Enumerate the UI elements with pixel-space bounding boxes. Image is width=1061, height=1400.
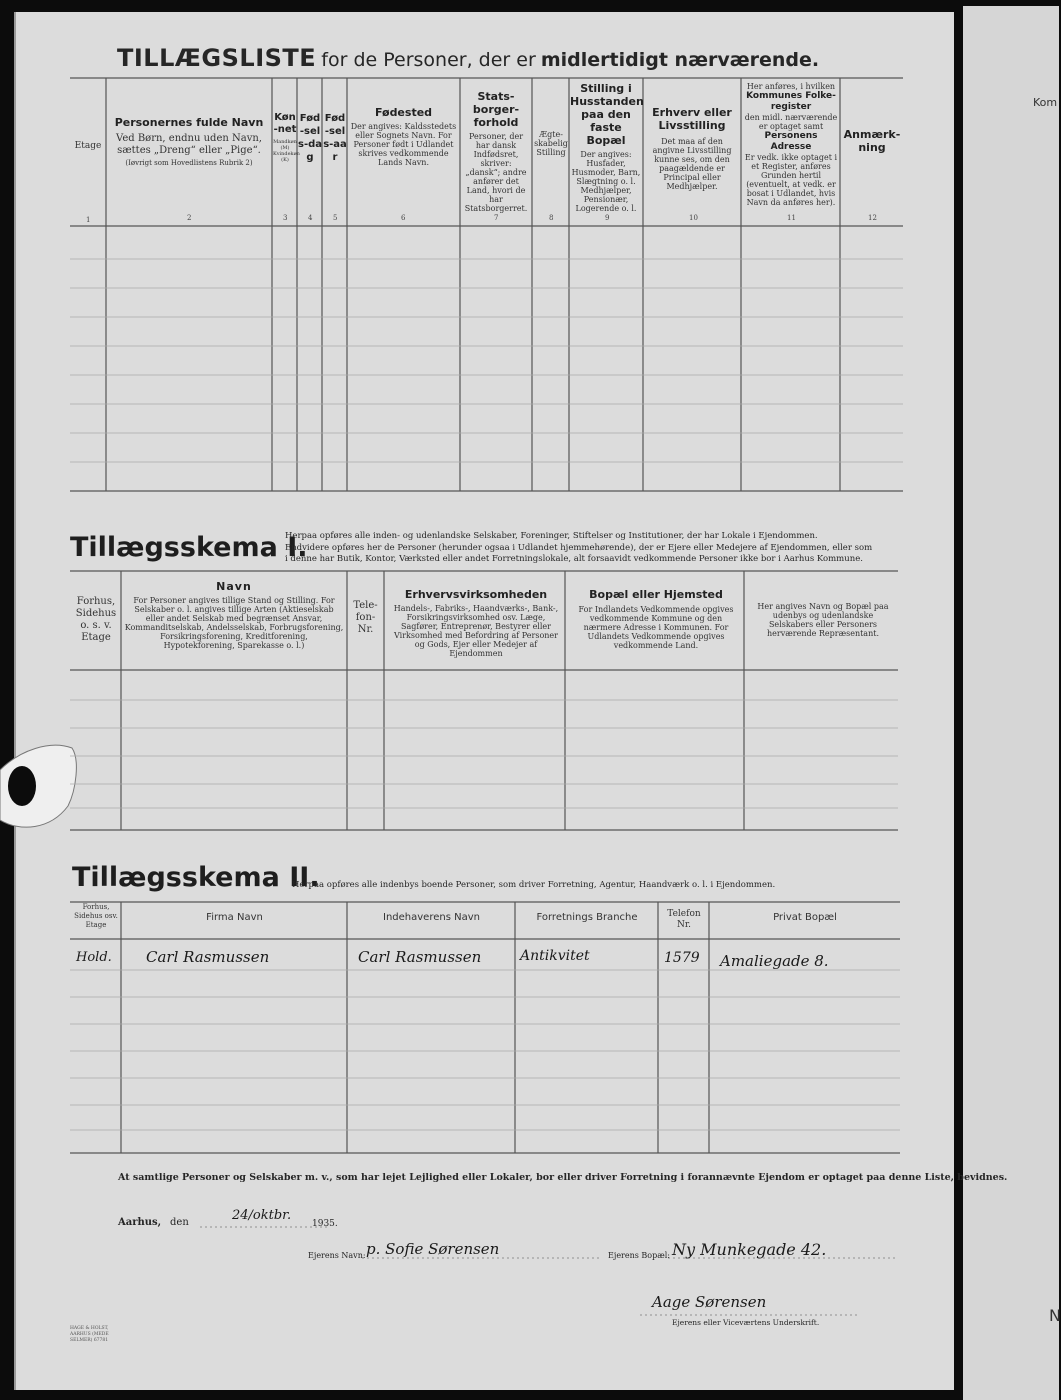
footer-den: den	[170, 1217, 189, 1228]
col-num-5: 5	[333, 214, 338, 222]
col-num-2: 2	[187, 214, 192, 222]
s2-row1-telefon: 1579	[664, 950, 700, 966]
s1-col-erhverv-text: Handels-, Fabriks-, Haandværks-, Bank-, Forsikringsvirksomhed osv. Læge, Sagfører, Entreprenør, Bestyrer eller Virksomhed med Befordring af Personer og Gods, Ejer eller Medejer af Ejendommen	[393, 604, 559, 658]
col-erhverv	[645, 106, 739, 191]
owner-name-label: Ejerens Navn:	[308, 1251, 366, 1260]
s2-row1-bopael: Amaliegade 8.	[720, 952, 829, 970]
s2-col-branche: Forretnings Branche	[536, 912, 638, 923]
s1-col-erhverv-head: Erhvervsvirksomheden	[404, 588, 548, 601]
col-stilling	[570, 82, 642, 213]
col-num-3: 3	[283, 214, 288, 222]
col-name-note: (Iøvrigt som Hovedlistens Rubrik 2)	[125, 159, 253, 167]
s1-col-bopael-text: For Indlandets Vedkommende opgives vedkommende Kommune og den nærmere Adresse i Kommunen. For Udlandets Vedkommende opgives vedkommende Land.	[578, 605, 734, 650]
col-stilling-head: Stilling i Husstanden paa den faste Bopæl	[570, 82, 644, 147]
title-bold-2: midlertidigt nærværende.	[540, 49, 820, 71]
skema1-intro-line-2: Endvidere opføres her de Personer (herunder ogsaa i Udlandet hjemmehørende), der er Ejere eller Medejere af Ejendommen, eller som	[285, 542, 873, 553]
s2-row1-indehaver: Carl Rasmussen	[358, 948, 482, 966]
owner-address-label: Ejerens Bopæl:	[608, 1251, 671, 1260]
col-etage: Etage	[74, 141, 102, 151]
col-statsborger	[462, 90, 530, 213]
s1-col-telefon: Tele-fon-Nr.	[353, 600, 378, 635]
col-fodselsaar-head: Fød-sels-aar	[323, 113, 347, 163]
col-folkeregister-text2: Er vedk. ikke optaget i et Register, anføres Grunden hertil (eventuelt, at vedk. er bosat i Udlandet, hvis Navn da anføres her).	[744, 153, 838, 207]
title-normal: for de Personer, der er	[321, 49, 536, 71]
page-title	[117, 44, 819, 72]
skema1-intro-line-1: Herpaa opføres alle inden- og udenlandske Selskaber, Foreninger, Stiftelser og Institutioner, der har Lokale i Ejendommen.	[285, 531, 818, 541]
printer-mark: HAGE & HOLST, AARHUS (MEDE SELMER) 67781	[70, 1326, 109, 1343]
col-statsborger-text: Personer, der har dansk Indfødsret, skriver: „dansk“; andre anfører det Land, hvori de har Statsborgerret.	[464, 132, 528, 213]
skema1-intro	[285, 531, 900, 566]
s1-col-erhverv	[390, 588, 562, 658]
col-num-4: 4	[308, 214, 313, 222]
s1-col-bopael	[570, 588, 742, 650]
footer-date: 24/oktbr.	[232, 1208, 292, 1223]
col-num-11: 11	[787, 214, 796, 222]
col-num-6: 6	[401, 214, 406, 222]
col-folkeregister-head2: Personens Adresse	[764, 131, 818, 152]
col-kon	[273, 112, 300, 163]
adjacent-page-text: Kom	[1033, 96, 1058, 109]
s1-col-repraesentant: Her angives Navn og Bopæl paa udenbys og udenlandske Selskabers eller Personers herværende Repræsentant.	[757, 602, 889, 638]
col-erhverv-text: Det maa af den angivne Livsstilling kunne ses, om den paagældende er Principal eller Medhjælper.	[652, 137, 732, 191]
col-name	[110, 116, 268, 168]
s2-col-bopael: Privat Bopæl	[773, 912, 837, 923]
col-fodested-text: Der angives: Kaldsstedets eller Sognets Navn. For Personer født i Udlandet skrives vedkommende Lands Navn.	[350, 122, 457, 167]
col-num-1: 1	[86, 216, 91, 224]
skema2-title: Tillægsskema II.	[72, 862, 320, 893]
title-bold-1: TILLÆGSLISTE	[117, 44, 317, 72]
col-num-8: 8	[549, 214, 554, 222]
col-folkeregister-text: den midl. nærværende er optaget samt	[744, 113, 838, 131]
s2-col-firma: Firma Navn	[206, 912, 263, 923]
adjacent-page-letter: N	[1049, 1306, 1061, 1325]
col-folkeregister	[743, 82, 839, 207]
col-stilling-text: Der angives: Husfader, Husmoder, Barn, Slægtning o. l. Medhjælper, Pensionær, Logerende o. l.	[571, 150, 641, 213]
signature-label: Ejerens eller Viceværtens Underskrift.	[672, 1318, 820, 1327]
col-name-text: Ved Børn, endnu uden Navn, sættes „Dreng“ eller „Pige“.	[116, 133, 262, 156]
s2-row1-firma: Carl Rasmussen	[146, 948, 270, 966]
footer-place: Aarhus,	[118, 1217, 162, 1228]
col-statsborger-head: Stats-borger-forhold	[472, 90, 520, 129]
col-erhverv-head: Erhverv eller Livsstilling	[652, 106, 732, 132]
col-fodselsdag-head: Fød-sels-dag	[298, 113, 323, 163]
col-num-10: 10	[689, 214, 698, 222]
s2-row1-branche: Antikvitet	[520, 948, 590, 964]
s2-col-telefon: Telefon Nr.	[667, 909, 701, 930]
col-kon-head: Køn-net	[273, 112, 297, 135]
col-num-12: 12	[868, 214, 877, 222]
signature: Aage Sørensen	[652, 1293, 767, 1311]
col-fodested-head: Fødested	[374, 106, 433, 119]
col-anmaerkning	[842, 128, 902, 154]
col-folkeregister-pre: Her anføres, i hvilken	[746, 82, 836, 91]
s2-row1-etage: Hold.	[76, 950, 112, 965]
s2-col-indehaver: Indehaverens Navn	[383, 912, 480, 923]
col-aegteskab: Ægte-skabelig Stilling	[534, 130, 568, 157]
skema1-title: Tillægsskema I.	[70, 532, 308, 563]
s1-col-etage: Forhus, Sidehus o. s. v. Etage	[75, 596, 117, 643]
skema1-intro-line-3: i denne har Butik, Kontor, Værksted eller andet Forretningslokale, alt forsaavidt vedkommende Personer ikke bor i Aarhus Kommune.	[285, 554, 863, 564]
owner-name: p. Sofie Sørensen	[366, 1240, 500, 1258]
s1-col-navn-head: Navn	[216, 580, 252, 593]
s1-col-bopael-head: Bopæl eller Hjemsted	[589, 588, 723, 601]
col-fodested	[350, 106, 457, 167]
col-fodselsdag	[298, 112, 322, 164]
footer-year: 1935.	[312, 1219, 338, 1229]
skema2-intro: Herpaa opføres alle indenbys boende Personer, som driver Forretning, Agentur, Haandværk o. l. i Ejendommen.	[292, 880, 776, 890]
footer-statement: At samtlige Personer og Selskaber m. v., som har lejet Lejlighed eller Lokaler, bor eller driver Forretning i forannævnte Ejendom er optaget paa denne Liste, bevidnes.	[118, 1172, 1008, 1183]
col-num-7: 7	[494, 214, 499, 222]
col-anmaerkning-head: Anmærk-ning	[843, 128, 901, 154]
s2-col-etage: Forhus, Sidehus osv. Etage	[74, 903, 118, 929]
col-folkeregister-head: Kommunes Folke-register	[746, 91, 836, 112]
col-name-head: Personernes fulde Navn	[114, 116, 264, 129]
col-fodselsaar	[323, 112, 347, 164]
s1-col-navn-text: For Personer angives tillige Stand og Stilling. For Selskaber o. l. angives tillige Arten (Aktieselskab eller andet Selskab med begrænset Ansvar, Kommanditselskab, Andelsselskab, Forbrugsforening, Forsikringsforening, Kreditforening, Hypotekforening, Sparekasse o. l.)	[124, 596, 344, 650]
col-num-9: 9	[605, 214, 610, 222]
owner-address: Ny Munkegade 42.	[672, 1240, 827, 1259]
s1-col-navn	[124, 580, 344, 650]
col-kon-text: Mandkøn (M) Kvindekøn (K)	[273, 139, 300, 163]
